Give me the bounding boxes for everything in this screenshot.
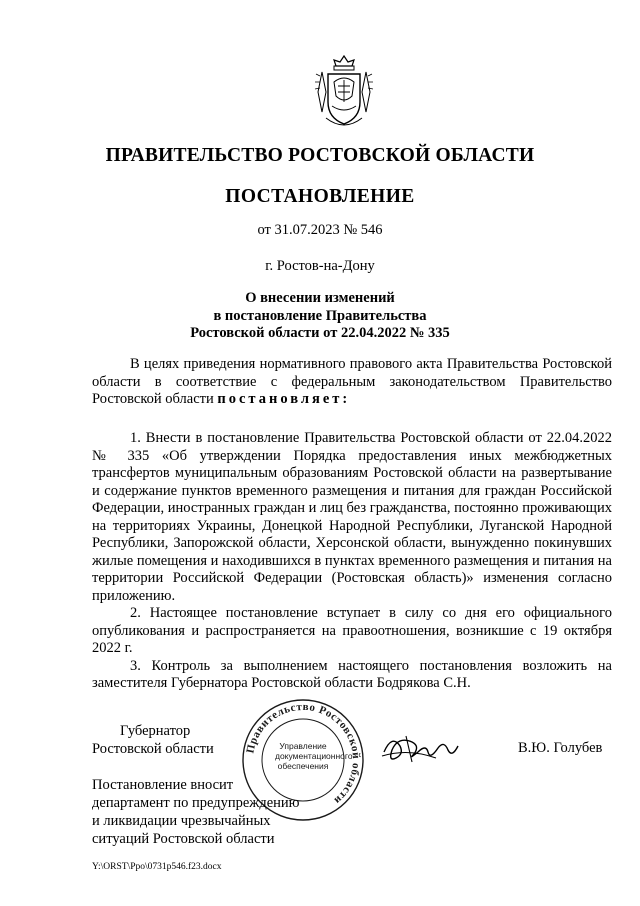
preamble [92,356,612,409]
signer-name: В.Ю. Голубев [518,740,603,756]
subject-line-3: Ростовской области от 22.04.2022 № 335 [190,325,450,341]
submitted-by-note [92,776,300,848]
handwritten-signature-icon [378,722,462,770]
document-type-heading: ПОСТАНОВЛЕНИЕ [225,186,415,207]
submitted-by-line-3: и ликвидации чрезвычайных [92,813,271,829]
preamble-text: В целях приведения нормативного правового акта Правительства Ростовской области в соответствие с федеральным законодательством Правительство Ростовской области [92,356,612,407]
decree-item-2: 2. Настоящее постановление вступает в силу со дня его официального опубликования и распространяется на правоотношения, возникшие с 19 октября 2022 г. [92,605,612,656]
signer-position-line-2: Ростовской области [92,741,214,757]
signer-position-line-1: Губернатор [120,723,191,739]
stamp-inner-line-1: Управление [279,741,327,751]
subject-line-1: О внесении изменений [245,290,395,306]
submitted-by-line-1: Постановление вносит [92,777,234,793]
signer-position [92,722,214,758]
file-path-footer: Y:\ORST\Ppo\0731p546.f23.docx [92,862,222,872]
decree-item-3: 3. Контроль за выполнением настоящего постановления возложить на заместителя Губернатора Ростовской области Бодрякова С.Н. [92,657,612,691]
document-subject [0,290,640,343]
organization-title: ПРАВИТЕЛЬСТВО РОСТОВСКОЙ ОБЛАСТИ [105,145,535,166]
stamp-inner-line-3: обеспечения [277,761,329,771]
stamp-inner-text [275,741,353,771]
subject-line-2: в постановление Правительства [213,307,427,324]
document-city: г. Ростов-на-Дону [265,258,375,274]
rostov-oblast-coat-of-arms-icon [312,52,376,132]
stamp-inner-line-2: документационного [275,751,353,761]
submitted-by-line-4: ситуаций Ростовской области [92,831,275,847]
stamp-ring-text: Правительство Ростовской области [244,700,363,807]
decree-word: постановляет: [217,391,351,407]
document-date-number: от 31.07.2023 № 546 [257,222,383,238]
decree-item-1: 1. Внести в постановление Правительства Ростовской области от 22.04.2022 № 335 «Об утверждении Порядка предоставления иных межбюджетных трансфертов муниципальным образованиям Ростовской области на развертывание и содержание пунктов временного размещения и питания для граждан Российской Федерации, иностранных граждан и лиц без гражданства, постоянно проживающих на территориях Украины, Донецкой Народной Республики, Луганской Народной Республики, Запорожской области, Херсонской области, вынужденно покинувших жилые помещения и находившихся в пунктах временного размещения и питания на территории Российской Федерации (Ростовская область)» изменения согласно приложению. [92,430,612,604]
submitted-by-line-2: департамент по предупреждению [92,795,300,811]
decree-items [92,430,612,693]
